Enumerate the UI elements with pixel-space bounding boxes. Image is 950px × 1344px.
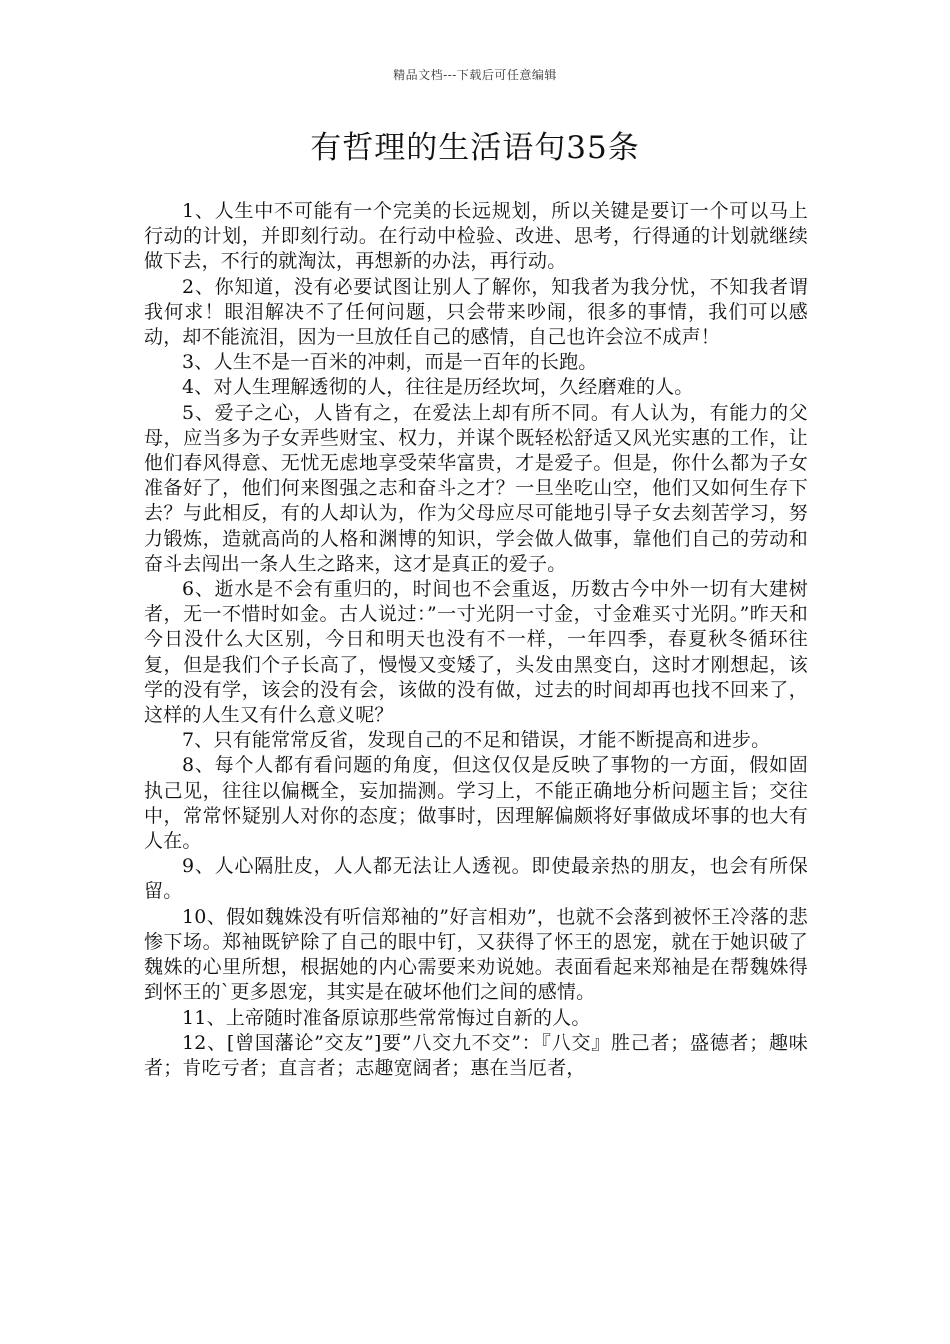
paragraph-1: 1、人生中不可能有一个完美的长远规划，所以关键是要订一个可以马上行动的计划，并即刻行动。在行动中检验、改进、思考，行得通的计划就继续做下去，不行的就淘汰，再想新的办法，再行动。 xyxy=(144,200,808,273)
document-body xyxy=(144,199,808,1081)
document-title: 有哲理的生活语句35条 xyxy=(310,130,640,166)
header-note: 精品文档---下载后可任意编辑 xyxy=(393,68,557,82)
paragraph-7: 7、只有能常常反省，发现自己的不足和错误，才能不断提高和进步。 xyxy=(182,729,771,752)
paragraph-4: 4、对人生理解透彻的人，往往是历经坎坷，久经磨难的人。 xyxy=(182,376,694,399)
paragraph-10: 10、假如魏姝没有听信郑袖的”好言相劝”，也就不会落到被怀王冷落的悲惨下场。郑袖既铲除了自己的眼中钉，又获得了怀王的恩宠，就在于她识破了魏姝的心里所想，根据她的内心需要来劝说她。表面看起来郑袖是在帮魏姝得到怀王的`更多恩宠，其实是在破坏他们之间的感情。 xyxy=(144,905,808,1004)
paragraph-12: 12、[曾国藩论”交友”]要”八交九不交”：『八交』胜己者；盛德者；趣味者；肯吃亏者；直言者；志趣宽阔者；惠在当厄者， xyxy=(144,1031,808,1079)
paragraph-11: 11、上帝随时准备原谅那些常常悔过自新的人。 xyxy=(182,1006,591,1029)
paragraph-9: 9、人心隔肚皮，人人都无法让人透视。即使最亲热的朋友，也会有所保留。 xyxy=(144,855,808,903)
paragraph-2: 2、你知道，没有必要试图让别人了解你，知我者为我分忧，不知我者谓我何求！眼泪解决不了任何问题，只会带来吵闹，很多的事情，我们可以感动，却不能流泪，因为一旦放任自己的感情，自己也许会泣不成声！ xyxy=(144,275,808,349)
paragraph-8: 8、每个人都有看问题的角度，但这仅仅是反映了事物的一方面，假如固执己见，往往以偏概全，妄加揣测。学习上，不能正确地分析问题主旨；交往中，常常怀疑别人对你的态度；做事时，因理解偏颇将好事做成坏事的也大有人在。 xyxy=(144,754,808,853)
paragraph-6: 6、逝水是不会有重归的，时间也不会重返，历数古今中外一切有大建树者，无一不惜时如金。古人说过：”一寸光阴一寸金，寸金难买寸光阴。”昨天和今日没什么大区别，今日和明天也没有不一样，一年四季，春夏秋冬循环往复，但是我们个子长高了，慢慢又变矮了，头发由黑变白，这时才刚想起，该学的没有学，该会的没有会，该做的没有做，过去的时间却再也找不回来了，这样的人生又有什么意义呢？ xyxy=(144,578,808,727)
paragraph-5: 5、爱子之心，人皆有之，在爱法上却有所不同。有人认为，有能力的父母，应当多为子女弄些财宝、权力，并谋个既轻松舒适又风光实惠的工作，让他们春风得意、无忧无虑地享受荣华富贵，才是爱子。但是，你什么都为子女准备好了，他们何来图强之志和奋斗之才？一旦坐吃山空，他们又如何生存下去？与此相反，有的人却认为，作为父母应尽可能地引导子女去刻苦学习，努力锻炼，造就高尚的人格和渊博的知识，学会做人做事，靠他们自己的劳动和奋斗去闯出一条人生之路来，这才是真正的爱子。 xyxy=(144,401,808,575)
paragraph-3: 3、人生不是一百米的冲刺，而是一百年的长跑。 xyxy=(182,351,598,374)
